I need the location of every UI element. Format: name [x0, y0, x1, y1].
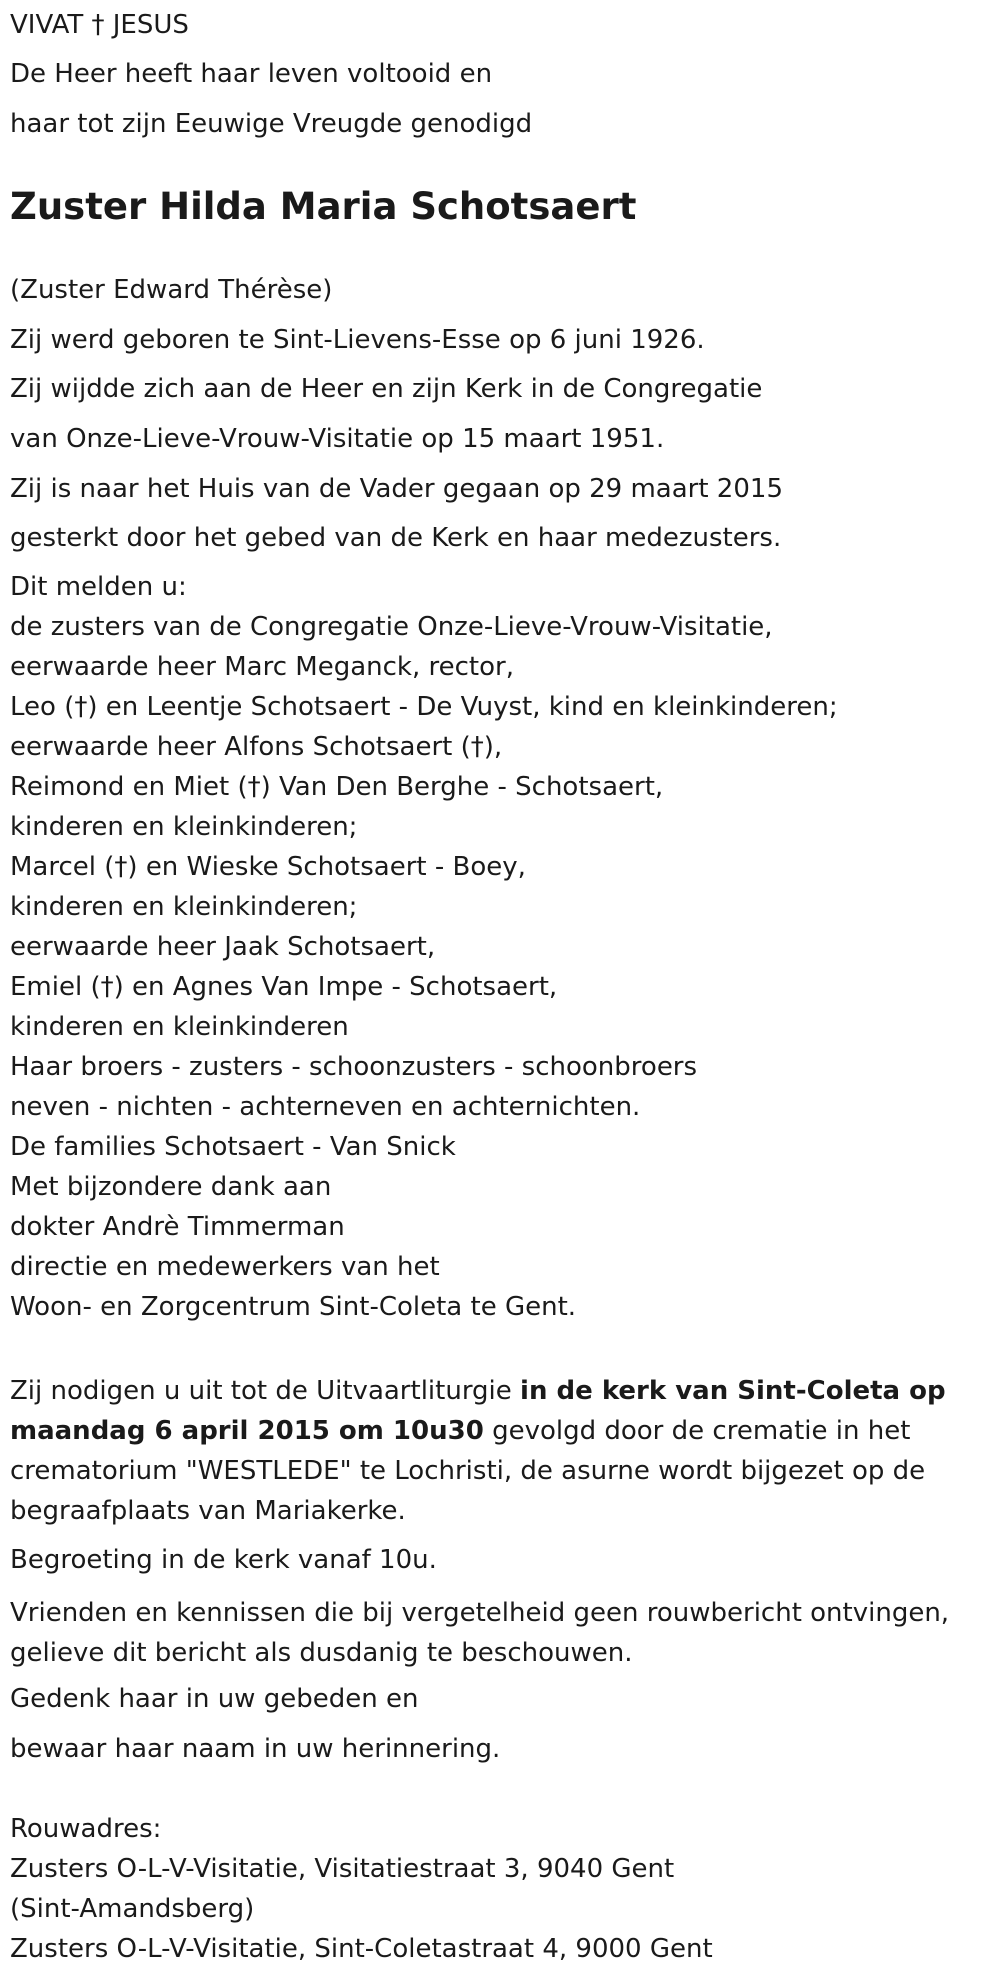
announcer-line: de zusters van de Congregatie Onze-Lieve-Vrouw-Visitatie, — [10, 612, 773, 642]
invitation-location-date: in de kerk van Sint-Coleta op maandag 6 april 2015 om 10u30 — [10, 1376, 946, 1446]
deceased-name: Zuster Hilda Maria Schotsaert — [10, 185, 637, 228]
invitation-suffix: gevolgd door de crematie in het crematorium "WESTLEDE" te Lochristi, de asurne wordt bijgezet op de begraafplaats van Mariakerke. — [10, 1416, 926, 1526]
announcer-line: Woon- en Zorgcentrum Sint-Coleta te Gent. — [10, 1292, 577, 1322]
announcer-line: dokter Andrè Timmerman — [10, 1212, 345, 1242]
invitation-prefix: Zij nodigen u uit tot de Uitvaartliturgie — [10, 1376, 521, 1406]
announcer-line: neven - nichten - achterneven en achternichten. — [10, 1092, 641, 1122]
announcer-line: De families Schotsaert - Van Snick — [10, 1132, 456, 1162]
bio-line: gesterkt door het gebed van de Kerk en haar medezusters. — [10, 523, 782, 553]
address-line: Zusters O-L-V-Visitatie, Visitatiestraat 3, 9040 Gent — [10, 1854, 675, 1884]
bio-line: Zij is naar het Huis van de Vader gegaan op 29 maart 2015 — [10, 474, 783, 504]
funeral-invitation — [10, 1371, 990, 1531]
closing-line: bewaar haar naam in uw herinnering. — [10, 1734, 501, 1764]
notice-paragraph: Vrienden en kennissen die bij vergetelheid geen rouwbericht ontvingen, gelieve dit bericht als dusdanig te beschouwen. — [10, 1598, 950, 1668]
announcer-line: eerwaarde heer Alfons Schotsaert (†), — [10, 732, 503, 762]
greeting-time: Begroeting in de kerk vanaf 10u. — [10, 1545, 437, 1575]
address-heading: Rouwadres: — [10, 1814, 162, 1844]
header-line-1: De Heer heeft haar leven voltooid en — [10, 59, 493, 89]
address-line: Zusters O-L-V-Visitatie, Sint-Coletastraat 4, 9000 Gent — [10, 1934, 713, 1964]
bio-line: Zij werd geboren te Sint-Lievens-Esse op 6 juni 1926. — [10, 325, 705, 355]
announcer-line: eerwaarde heer Marc Meganck, rector, — [10, 652, 514, 682]
announcer-line: Haar broers - zusters - schoonzusters - schoonbroers — [10, 1052, 698, 1082]
announcer-line: Dit melden u: — [10, 572, 187, 602]
announcer-line: kinderen en kleinkinderen; — [10, 892, 358, 922]
address-line: (Sint-Amandsberg) — [10, 1894, 255, 1924]
header-line-2: haar tot zijn Eeuwige Vreugde genodigd — [10, 109, 533, 139]
announcer-line: kinderen en kleinkinderen; — [10, 812, 358, 842]
closing-line: Gedenk haar in uw gebeden en — [10, 1684, 419, 1714]
announcer-line: directie en medewerkers van het — [10, 1252, 440, 1282]
bio-line: (Zuster Edward Thérèse) — [10, 275, 333, 305]
announcer-line: kinderen en kleinkinderen — [10, 1012, 349, 1042]
announcer-line: Reimond en Miet (†) Van Den Berghe - Schotsaert, — [10, 772, 664, 802]
announcer-line: Leo (†) en Leentje Schotsaert - De Vuyst, kind en kleinkinderen; — [10, 692, 838, 722]
bio-line: van Onze-Lieve-Vrouw-Visitatie op 15 maart 1951. — [10, 424, 665, 454]
announcer-line: Marcel (†) en Wieske Schotsaert - Boey, — [10, 852, 526, 882]
vivat-jesus-line: VIVAT † JESUS — [10, 10, 189, 40]
announcer-line: eerwaarde heer Jaak Schotsaert, — [10, 932, 436, 962]
announcer-line: Met bijzondere dank aan — [10, 1172, 332, 1202]
announcer-line: Emiel (†) en Agnes Van Impe - Schotsaert, — [10, 972, 558, 1002]
bio-line: Zij wijdde zich aan de Heer en zijn Kerk in de Congregatie — [10, 374, 763, 404]
